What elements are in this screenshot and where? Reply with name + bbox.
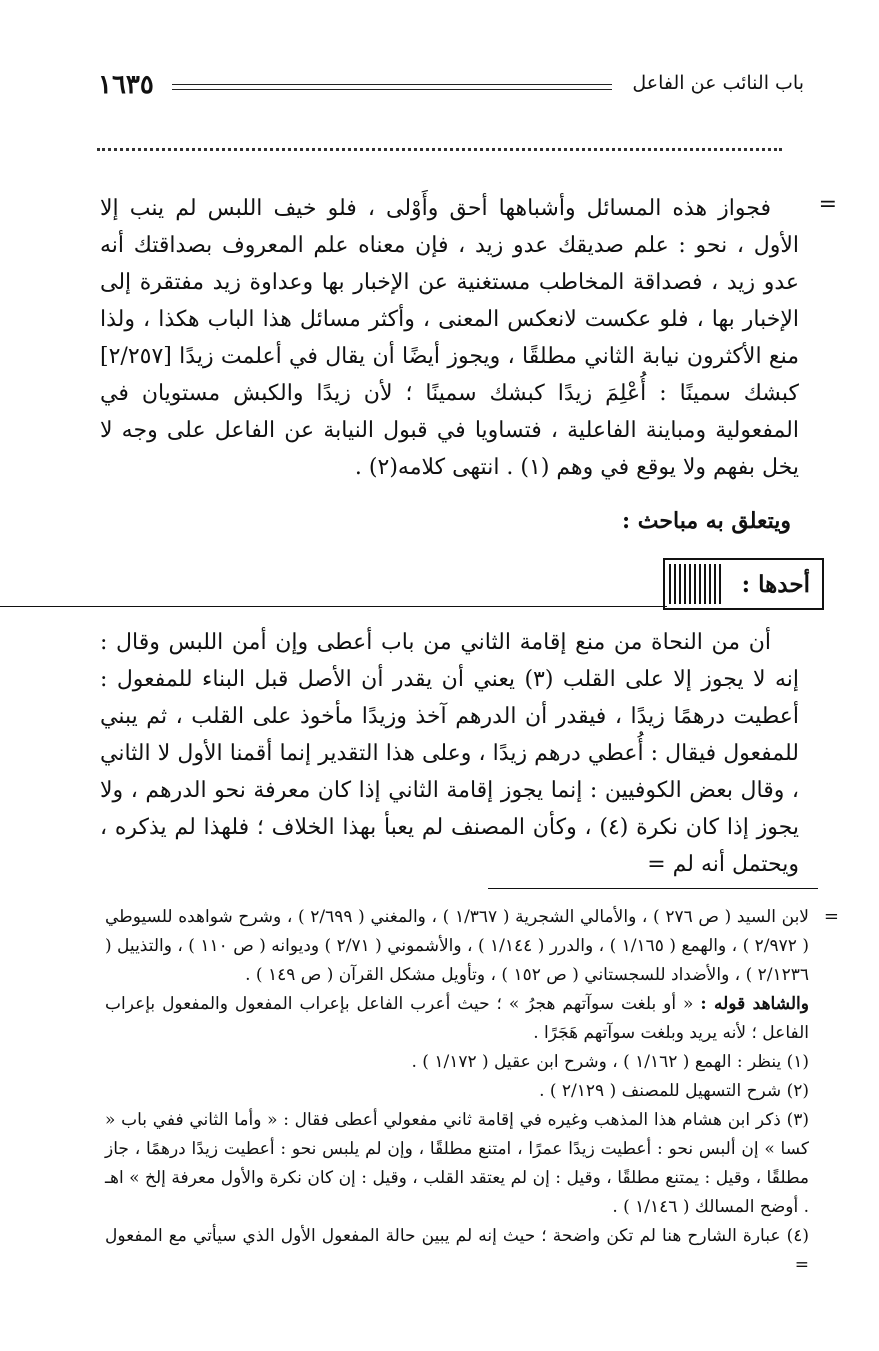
- footnote-continuation: لابن السيد ( ص ٢٧٦ ) ، والأمالي الشجرية ( ١/٣٦٧ ) ، والمغني ( ٢/٦٩٩ ) ، وشرح شواهده للسيوطي ( ٢/٩٧٢ ) ، والهمع ( ١/١٦٥ ) ، والدرر ( ١/١٤٤ ) ، والأشموني ( ٢/٧١ ) وديوانه ( ص ١١٠ ) ، والتذييل ( ٢/١٢٣٦ ) ، والأضداد للسجستاني ( ص ١٥٢ ) ، وتأويل مشكل القرآن ( ص ١٤٩ ) .: [105, 907, 809, 985]
- footnote-continuation-mark: =: [823, 906, 839, 927]
- body-text-2: [100, 624, 799, 883]
- footnote-2: (٢) شرح التسهيل للمصنف ( ٢/١٢٩ ) .: [539, 1081, 809, 1101]
- section-heading: أحدها :: [741, 570, 810, 598]
- body-paragraph-2: أن من النحاة من منع إقامة الثاني من باب أعطى وإن أمن اللبس وقال : إنه لا يجوز إلا على القلب (٣) يعني أن يقدر أن الأصل قبل البناء للمفعول : أعطيت درهمًا زيدًا ، فيقدر أن الدرهم آخذ وزيدًا مأخوذ على القلب ، ثم يبني للمفعول فيقال : أُعطي درهم زيدًا ، وعلى هذا التقدير إنما أقمنا الأول لا الثاني ، وقال بعض الكوفيين : إنما يجوز إقامة الثاني إذا كان معرفة نحو الدرهم ، ولا يجوز إذا كان نكرة (٤) ، وكأن المصنف لم يعبأ بهذا الخلاف ؛ فلهذا لم يذكره ، ويحتمل أنه لم =: [100, 630, 799, 877]
- footnote-rule: [488, 888, 818, 889]
- footnote-witness: [105, 990, 809, 1048]
- footnote-4: (٤) عبارة الشارح هنا لم تكن واضحة ؛ حيث إنه لم يبين حالة المفعول الأول الذي سيأتي مع المفعول =: [105, 1226, 809, 1275]
- header-rule: [172, 84, 612, 90]
- section-heading-box: [663, 558, 824, 610]
- subheading: ويتعلق به مباحث :: [622, 508, 791, 534]
- dotted-separator: [97, 148, 782, 151]
- heading-stripes-ornament: [669, 564, 724, 604]
- page-number: ١٦٣٥: [98, 70, 154, 100]
- body-text-1: [100, 190, 799, 486]
- footnote-1: (١) ينظر : الهمع ( ١/١٦٢ ) ، وشرح ابن عقيل ( ١/١٧٢ ) .: [411, 1052, 809, 1072]
- body-paragraph: فجواز هذه المسائل وأشباهها أحق وأَوْلى ، فلو خيف اللبس لم ينب إلا الأول ، نحو : علم صديقك عدو زيد ، فإن معناه علم المعروف بصداقتك أنه عدو زيد ، فصداقة المخاطب مستغنية عن الإخبار بها وعداوة زيد مفتقرة إلى الإخبار بها ، فلو عكست لانعكس المعنى ، وأكثر مسائل هذا الباب هكذا ، ولذا منع الأكثرون نيابة الثاني مطلقًا ، ويجوز أيضًا أن يقال في أعلمت زيدًا [٢/٢٥٧] كبشك سمينًا : أُعْلِمَ زيدًا كبشك سمينًا ؛ لأن زيدًا والكبش مستويان في المفعولية ومباينة الفاعلية ، فتساويا في قبول النيابة عن الفاعل على وجه لا يخل بفهم ولا يوقع في وهم (١) . انتهى كلامه(٢) .: [100, 196, 799, 480]
- continuation-mark-top: =: [818, 192, 837, 217]
- footnote-3: (٣) ذكر ابن هشام هذا المذهب وغيره في إقامة ثاني مفعولي أعطى فقال : « وأما الثاني ففي باب « كسا » إن ألبس نحو : أعطيت زيدًا عمرًا ، امتنع مطلقًا ، وإن لم يلبس نحو : أعطيت زيدًا درهمًا ، جاز مطلقًا ، وقيل : يمتنع مطلقًا ، وقيل : إن لم يعتقد القلب ، وقيل : إن كان نكرة والأول معرفة إلخ » اهـ . أوضح المسالك ( ١/١٤٦ ) .: [105, 1110, 809, 1217]
- witness-label: والشاهد قوله :: [700, 994, 809, 1014]
- running-header-title: باب النائب عن الفاعل: [632, 72, 804, 94]
- witness-text: « أو بلغت سوآتهم هجرُ » ؛ حيث أعرب الفاعل بإعراب المفعول والمفعول بإعراب الفاعل ؛ لأنه يريد وبلغت سوآتهم هَجَرًا .: [105, 994, 809, 1043]
- heading-underline: [0, 606, 667, 607]
- footnotes: [105, 903, 809, 1280]
